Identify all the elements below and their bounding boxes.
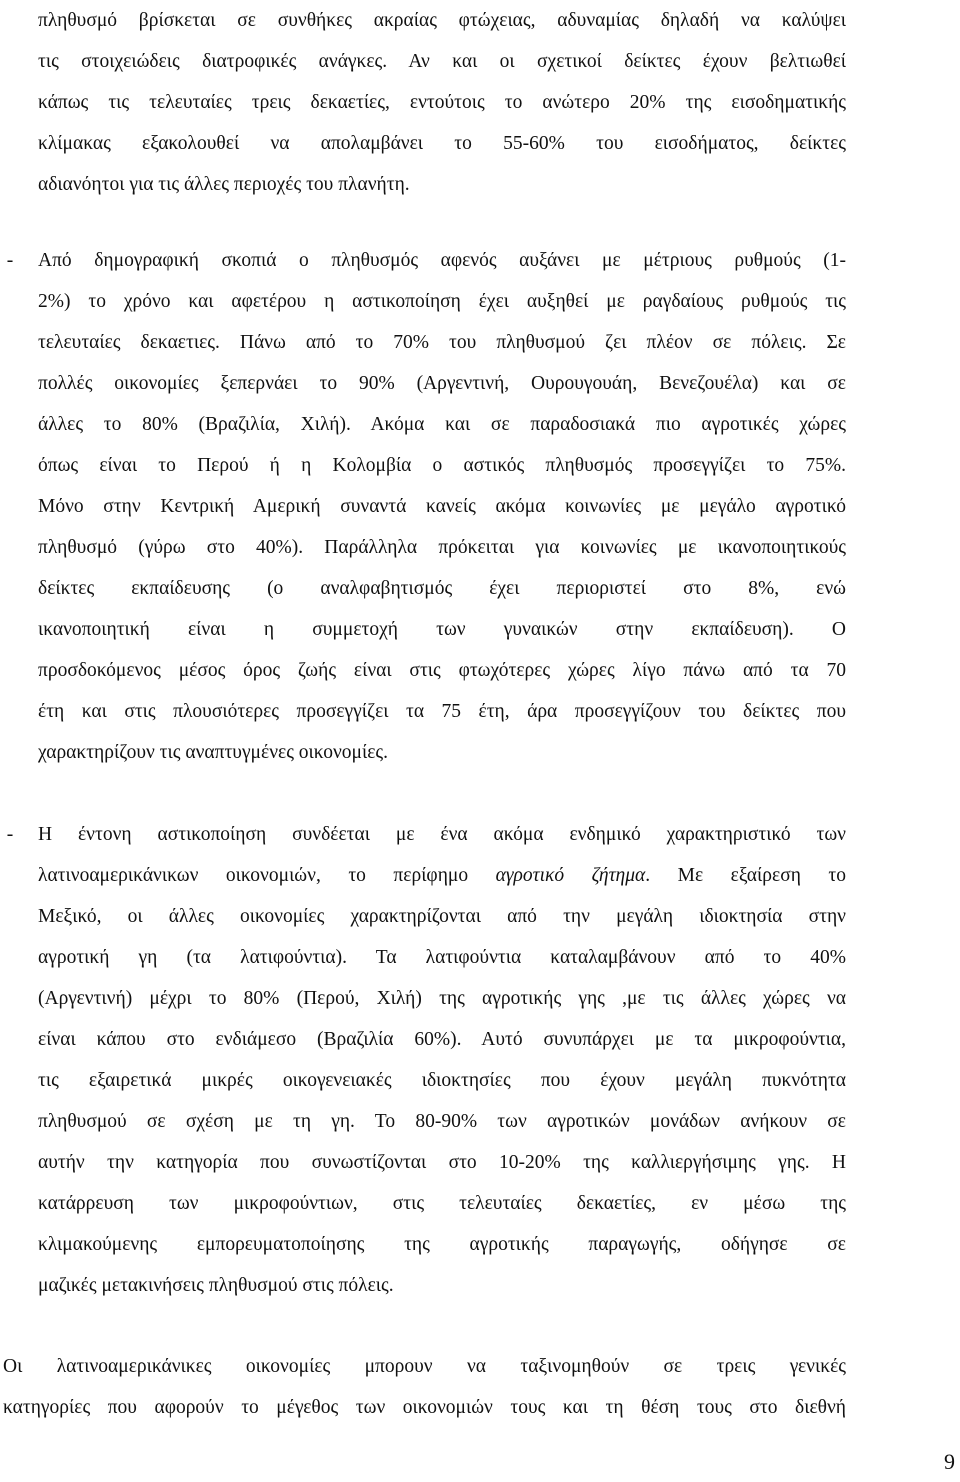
text-line: μαζικές μετακινήσεις πληθυσμού στις πόλεις. — [38, 1275, 394, 1296]
text-line: πληθυσμό (γύρω στο 40%). Παράλληλα πρόκειται για κοινωνίες με ικανοποιητικούς — [38, 537, 846, 558]
text-line: όπως είναι το Περού ή η Κολομβία ο αστικός πληθυσμός προσεγγίζει το 75%. — [38, 455, 846, 476]
text-line: τις εξαιρετικά μικρές οικογενειακές ιδιοκτησίες που έχουν μεγάλη πυκνότητα — [38, 1070, 846, 1091]
intro-paragraph — [38, 0, 846, 205]
text-line: πληθυσμό βρίσκεται σε συνθήκες ακραίας φτώχειας, αδυναμίας δηλαδή να καλύψει — [38, 10, 846, 31]
text-line: είναι κάπου στο ενδιάμεσο (Βραζιλία 60%). Αυτό συνυπάρχει με τα μικροφούντια, — [38, 1029, 846, 1050]
text-line: αυτήν την κατηγορία που συνωστίζονται στο 10-20% της καλλιεργήσιμης γης. Η — [38, 1152, 846, 1173]
text-line: πολλές οικονομίες ξεπερνάει το 90% (Αργεντινή, Ουρουγουάη, Βενεζουέλα) και σε — [38, 373, 846, 394]
text-line: έτη και στις πλουσιότερες προσεγγίζει τα 75 έτη, άρα προσεγγίζουν του δείκτες που — [38, 701, 846, 722]
text-line-with-italic — [38, 855, 846, 896]
text-line: πληθυσμού σε σχέση με τη γη. Το 80-90% των αγροτικών μονάδων ανήκουν σε — [38, 1111, 846, 1132]
text-line: τελευταίες δεκαετιες. Πάνω από το 70% του πληθυσμού ζει πλέον σε πόλεις. Σε — [38, 332, 846, 353]
text-line: κατηγορίες που αφορούν το μέγεθος των οικονομιών τους και τη θέση τους στο διεθνή — [3, 1397, 846, 1418]
text-line: Μόνο στην Κεντρική Αμερική συναντά κανείς ακόμα κοινωνίες με μεγάλο αγροτικό — [38, 496, 846, 517]
text-line: ικανοποιητική είναι η συμμετοχή των γυναικών στην εκπαίδευση). Ο — [38, 619, 846, 640]
text-line: κάπως τις τελευταίες τρεις δεκαετίες, εντούτοις το ανώτερο 20% της εισοδηματικής — [38, 92, 846, 113]
text-line: (Αργεντινή) μέχρι το 80% (Περού, Χιλή) της αγροτικής γης ,με τις άλλες χώρες να — [38, 988, 846, 1009]
bullet-dash: - — [6, 250, 14, 271]
text-line: κλίμακας εξακολουθεί να απολαμβάνει το 55-60% του εισοδήματος, δείκτες — [38, 133, 846, 154]
text-segment: . Με εξαίρεση το — [645, 865, 846, 886]
text-line: Μεξικό, οι άλλες οικονομίες χαρακτηρίζονται από την μεγάλη ιδιοκτησία στην — [38, 906, 846, 927]
text-line: χαρακτηρίζουν τις αναπτυγμένες οικονομίες. — [38, 742, 389, 763]
bullet-dash: - — [6, 824, 14, 845]
bullet-paragraph-agrarian — [38, 814, 846, 1306]
text-line: αγροτική γη (τα λατιφούντια). Τα λατιφούντια καταλαμβάνουν από το 40% — [38, 947, 846, 968]
text-segment: λατινοαμερικάνικων οικονομιών, το περίφημο — [38, 865, 496, 886]
bullet-paragraph-demography — [38, 240, 846, 773]
text-line: άλλες το 80% (Βραζιλία, Χιλή). Ακόμα και σε παραδοσιακά πιο αγροτικές χώρες — [38, 414, 846, 435]
text-line: κατάρρευση των μικροφούντιων, στις τελευταίες δεκαετίες, εν μέσω της — [38, 1193, 846, 1214]
text-line: Από δημογραφική σκοπιά ο πληθυσμός αφενός αυξάνει με μέτριους ρυθμούς (1- — [38, 250, 846, 271]
text-line: τις στοιχειώδεις διατροφικές ανάγκες. Αν και οι σχετικοί δείκτες έχουν βελτιωθεί — [38, 51, 846, 72]
text-line: δείκτες εκπαίδευσης (ο αναλφαβητισμός έχει περιοριστεί στο 8%, ενώ — [38, 578, 846, 599]
italic-term: αγροτικό ζήτημα — [495, 865, 646, 886]
page-number: 9 — [944, 1449, 955, 1474]
text-line: 2%) το χρόνο και αφετέρου η αστικοποίηση έχει αυξηθεί με ραγδαίους ρυθμούς τις — [38, 291, 846, 312]
final-paragraph — [3, 1346, 846, 1428]
text-line: κλιμακούμενης εμπορευματοποίησης της αγροτικής παραγωγής, οδήγησε σε — [38, 1234, 846, 1255]
text-line: προσδοκόμενος μέσος όρος ζωής είναι στις φτωχότερες χώρες λίγο πάνω από τα 70 — [38, 660, 846, 681]
text-line: Η έντονη αστικοποίηση συνδέεται με ένα ακόμα ενδημικό χαρακτηριστικό των — [38, 824, 846, 845]
text-line: αδιανόητοι για τις άλλες περιοχές του πλανήτη. — [38, 174, 410, 195]
text-line: Οι λατινοαμερικάνικες οικονομίες μπορουν να ταξινομηθούν σε τρεις γενικές — [3, 1356, 846, 1377]
